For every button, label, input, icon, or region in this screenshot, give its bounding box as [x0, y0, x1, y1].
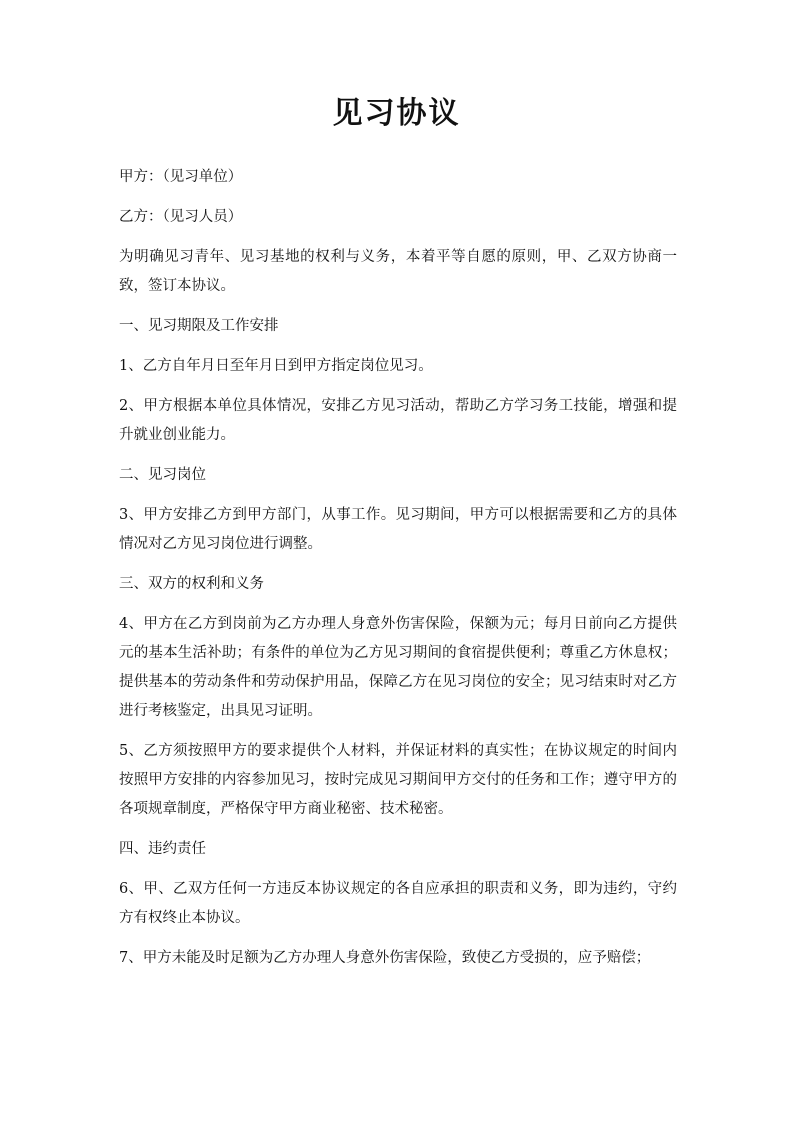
section-heading-breach: 四、违约责任 [119, 841, 206, 857]
clause-4: 4、甲方在乙方到岗前为乙方办理人身意外伤害保险，保额为元；每月日前向乙方提供元的基本生活补助；有条件的单位为乙方见习期间的食宿提供便利；尊重乙方休息权；提供基本的劳动条件和劳动保护用品，保障乙方在见习岗位的安全；见习结束时对乙方进行考核鉴定，出具见习证明。 [119, 616, 677, 719]
section-heading-term: 一、见习期限及工作安排 [119, 318, 279, 334]
clause-1: 1、乙方自年月日至年月日到甲方指定岗位见习。 [119, 358, 433, 374]
section-heading-position: 二、见习岗位 [119, 467, 206, 483]
party-a-line: 甲方：（见习单位） [119, 169, 243, 185]
party-b-line: 乙方：（见习人员） [119, 209, 243, 225]
clause-7: 7、甲方未能及时足额为乙方办理人身意外伤害保险，致使乙方受损的，应予赔偿； [119, 950, 651, 966]
clause-2: 2、甲方根据本单位具体情况，安排乙方见习活动，帮助乙方学习务工技能，增强和提升就业创业能力。 [119, 398, 677, 443]
document-title: 见习协议 [332, 96, 461, 131]
clause-3: 3、甲方安排乙方到甲方部门，从事工作。见习期间，甲方可以根据需要和乙方的具体情况对乙方见习岗位进行调整。 [119, 507, 677, 552]
section-heading-rights: 三、双方的权利和义务 [119, 576, 264, 592]
preamble-paragraph: 为明确见习青年、见习基地的权利与义务，本着平等自愿的原则，甲、乙双方协商一致，签订本协议。 [119, 249, 677, 294]
clause-6: 6、甲、乙双方任何一方违反本协议规定的各自应承担的职责和义务，即为违约，守约方有权终止本协议。 [119, 881, 677, 926]
document-body [119, 163, 677, 984]
clause-5: 5、乙方须按照甲方的要求提供个人材料，并保证材料的真实性；在协议规定的时间内按照甲方安排的内容参加见习，按时完成见习期间甲方交付的任务和工作；遵守甲方的各项规章制度，严格保守甲方商业秘密、技术秘密。 [119, 743, 677, 817]
